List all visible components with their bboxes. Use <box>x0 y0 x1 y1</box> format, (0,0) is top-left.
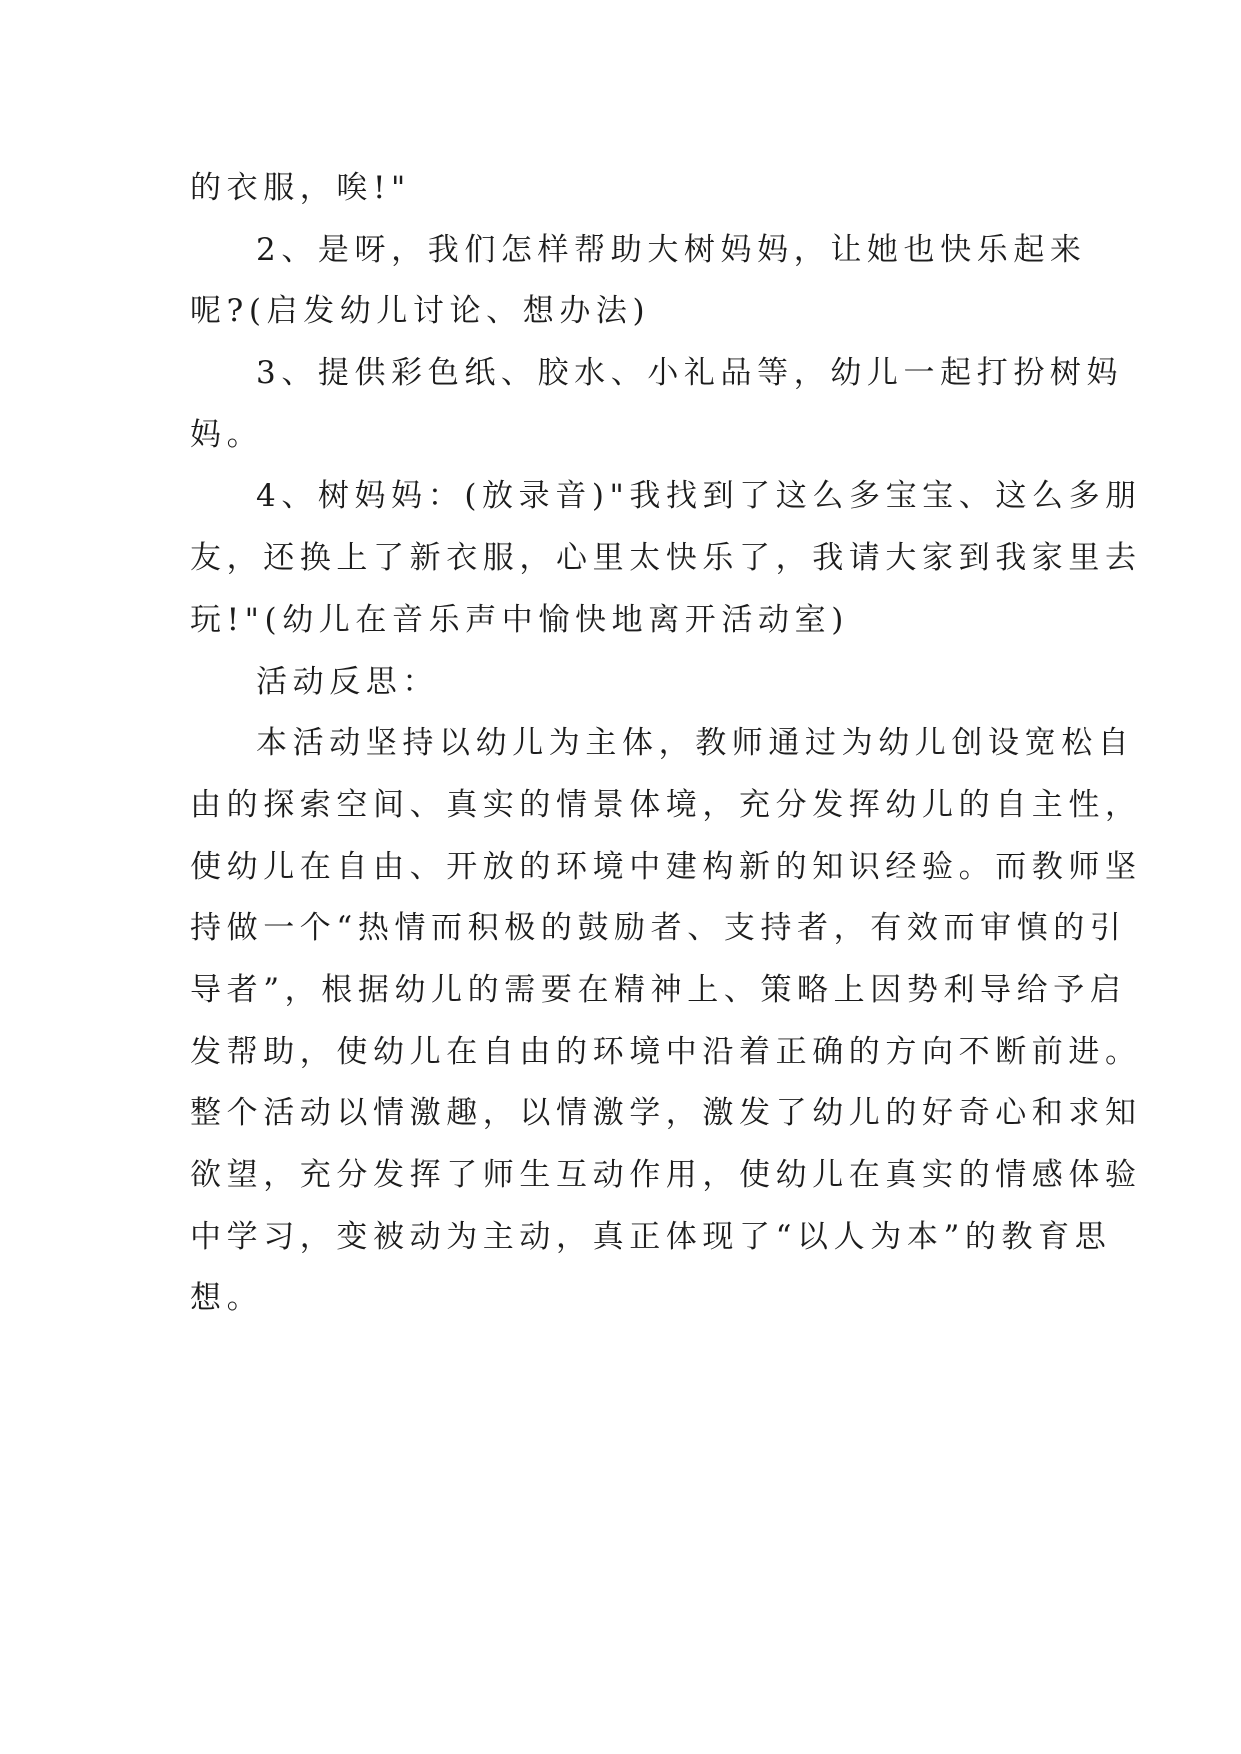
text-line: 呢?(启发幼儿讨论、想办法) <box>190 293 651 330</box>
text-line: 想。 <box>190 1280 264 1317</box>
text-line: 2、是呀，我们怎样帮助大树妈妈，让她也快乐起来 <box>256 231 1087 268</box>
body-text <box>190 158 1142 1330</box>
text-line: 持做一个“热情而积极的鼓励者、支持者，有效而审慎的引 <box>190 910 1127 947</box>
text-line: 欲望，充分发挥了师生互动作用，使幼儿在真实的情感体验 <box>190 1157 1142 1193</box>
text-line: 3、提供彩色纸、胶水、小礼品等，幼儿一起打扮树妈 <box>256 355 1124 392</box>
text-line: 友，还换上了新衣服，心里太快乐了，我请大家到我家里去 <box>190 540 1142 577</box>
text-line: 中学习，变被动为主动，真正体现了“以人为本”的教育思 <box>190 1218 1112 1255</box>
text-line: 妈。 <box>190 416 264 453</box>
text-line: 4、树妈妈：(放录音)"我找到了这么多宝宝、这么多朋 <box>256 478 1142 515</box>
section-heading: 活动反思： <box>256 663 439 700</box>
text-line: 发帮助，使幼儿在自由的环境中沿着正确的方向不断前进。 <box>190 1033 1142 1070</box>
text-line: 导者”，根据幼儿的需要在精神上、策略上因势利导给予启 <box>190 971 1127 1008</box>
text-line: 整个活动以情激趣，以情激学，激发了幼儿的好奇心和求知 <box>190 1095 1142 1132</box>
text-line: 的衣服，唉!" <box>190 170 411 206</box>
text-line: 使幼儿在自由、开放的环境中建构新的知识经验。而教师坚 <box>190 848 1142 885</box>
text-line: 本活动坚持以幼儿为主体，教师通过为幼儿创设宽松自 <box>256 725 1135 762</box>
text-line: 由的探索空间、真实的情景体境，充分发挥幼儿的自主性， <box>190 786 1142 823</box>
text-line: 玩!"(幼儿在音乐声中愉快地离开活动室) <box>190 601 849 638</box>
